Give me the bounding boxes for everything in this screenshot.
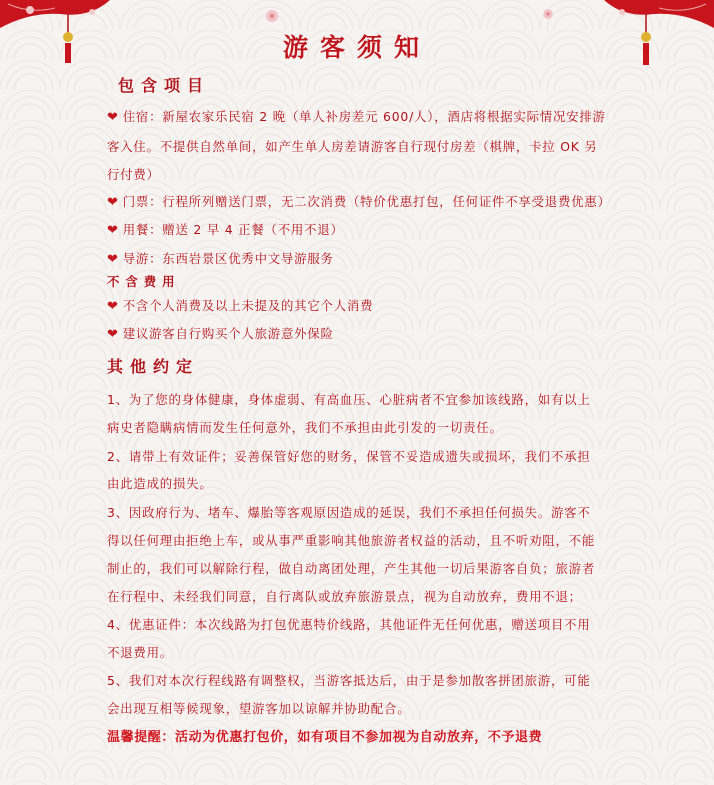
clause-line: 制止的，我们可以解除行程，做自动离团处理，产生其他一切后果游客自负；旅游者	[107, 561, 596, 576]
clause-line: 得以任何理由拒绝上车，或从事严重影响其他旅游者权益的活动，且不听劝阻，不能	[107, 533, 596, 548]
blossom-icon	[262, 6, 282, 26]
list-item: ❤ 门票：行程所列赠送门票，无二次消费（特价优惠打包，任何证件不享受退费优惠）	[107, 194, 611, 210]
list-item: ❤ 导游：东西岩景区优秀中文导游服务	[107, 251, 334, 267]
section-title-included: 包含项目	[118, 76, 211, 95]
page-title: 游客须知	[282, 33, 431, 62]
clause-line: 2、请带上有效证件；妥善保管好您的财务，保管不妥造成遗失或损坏，我们不承担	[107, 449, 591, 464]
heart-icon: ❤	[107, 327, 119, 342]
heart-icon: ❤	[107, 195, 119, 210]
heart-icon: ❤	[107, 252, 119, 267]
clause-line: 3、因政府行为、堵车、爆胎等客观原因造成的延误，我们不承担任何损失。游客不	[107, 505, 591, 520]
blossom-icon	[540, 6, 556, 22]
list-item-continuation: 行付费）	[107, 167, 160, 182]
section-title-other: 其他约定	[107, 357, 200, 376]
clause-line: 会出现互相等候现象，望游客加以谅解并协助配合。	[107, 701, 411, 716]
clause-line: 在行程中、未经我们同意，自行离队或放弃旅游景点，视为自动放弃，费用不退；	[107, 589, 582, 604]
clause-line: 不退费用。	[107, 645, 173, 660]
clause-line: 由此造成的损失。	[107, 476, 213, 491]
clause-line: 4、优惠证件：本次线路为打包优惠特价线路，其他证件无任何优惠，赠送项目不用	[107, 617, 591, 632]
heart-icon: ❤	[107, 110, 119, 125]
heart-icon: ❤	[107, 299, 119, 314]
clause-line: 5、我们对本次行程线路有调整权，当游客抵达后，由于是参加散客拼团旅游，可能	[107, 673, 591, 688]
list-item: ❤ 不含个人消费及以上未提及的其它个人消费	[107, 298, 374, 314]
list-item-continuation: 客入住。不提供自然单间，如产生单人房差请游客自行现付房差（棋牌，卡拉 OK 另	[107, 139, 598, 154]
heart-icon: ❤	[107, 223, 119, 238]
section-title-excluded: 不含费用	[107, 274, 181, 289]
clause-line: 病史者隐瞒病情而发生任何意外，我们不承担由此引发的一切责任。	[107, 420, 503, 435]
clause-line: 1、为了您的身体健康，身体虚弱、有高血压、心脏病者不宜参加该线路，如有以上	[107, 392, 591, 407]
list-item: ❤ 建议游客自行购买个人旅游意外保险	[107, 326, 334, 342]
list-item: ❤ 住宿：新屋农家乐民宿 2 晚（单人补房差元 600/人），酒店将根据实际情况安排游	[107, 109, 606, 125]
warm-reminder: 温馨提醒：活动为优惠打包价，如有项目不参加视为自动放弃，不予退费	[107, 730, 543, 745]
list-item: ❤ 用餐：赠送 2 早 4 正餐（不用不退）	[107, 222, 344, 238]
